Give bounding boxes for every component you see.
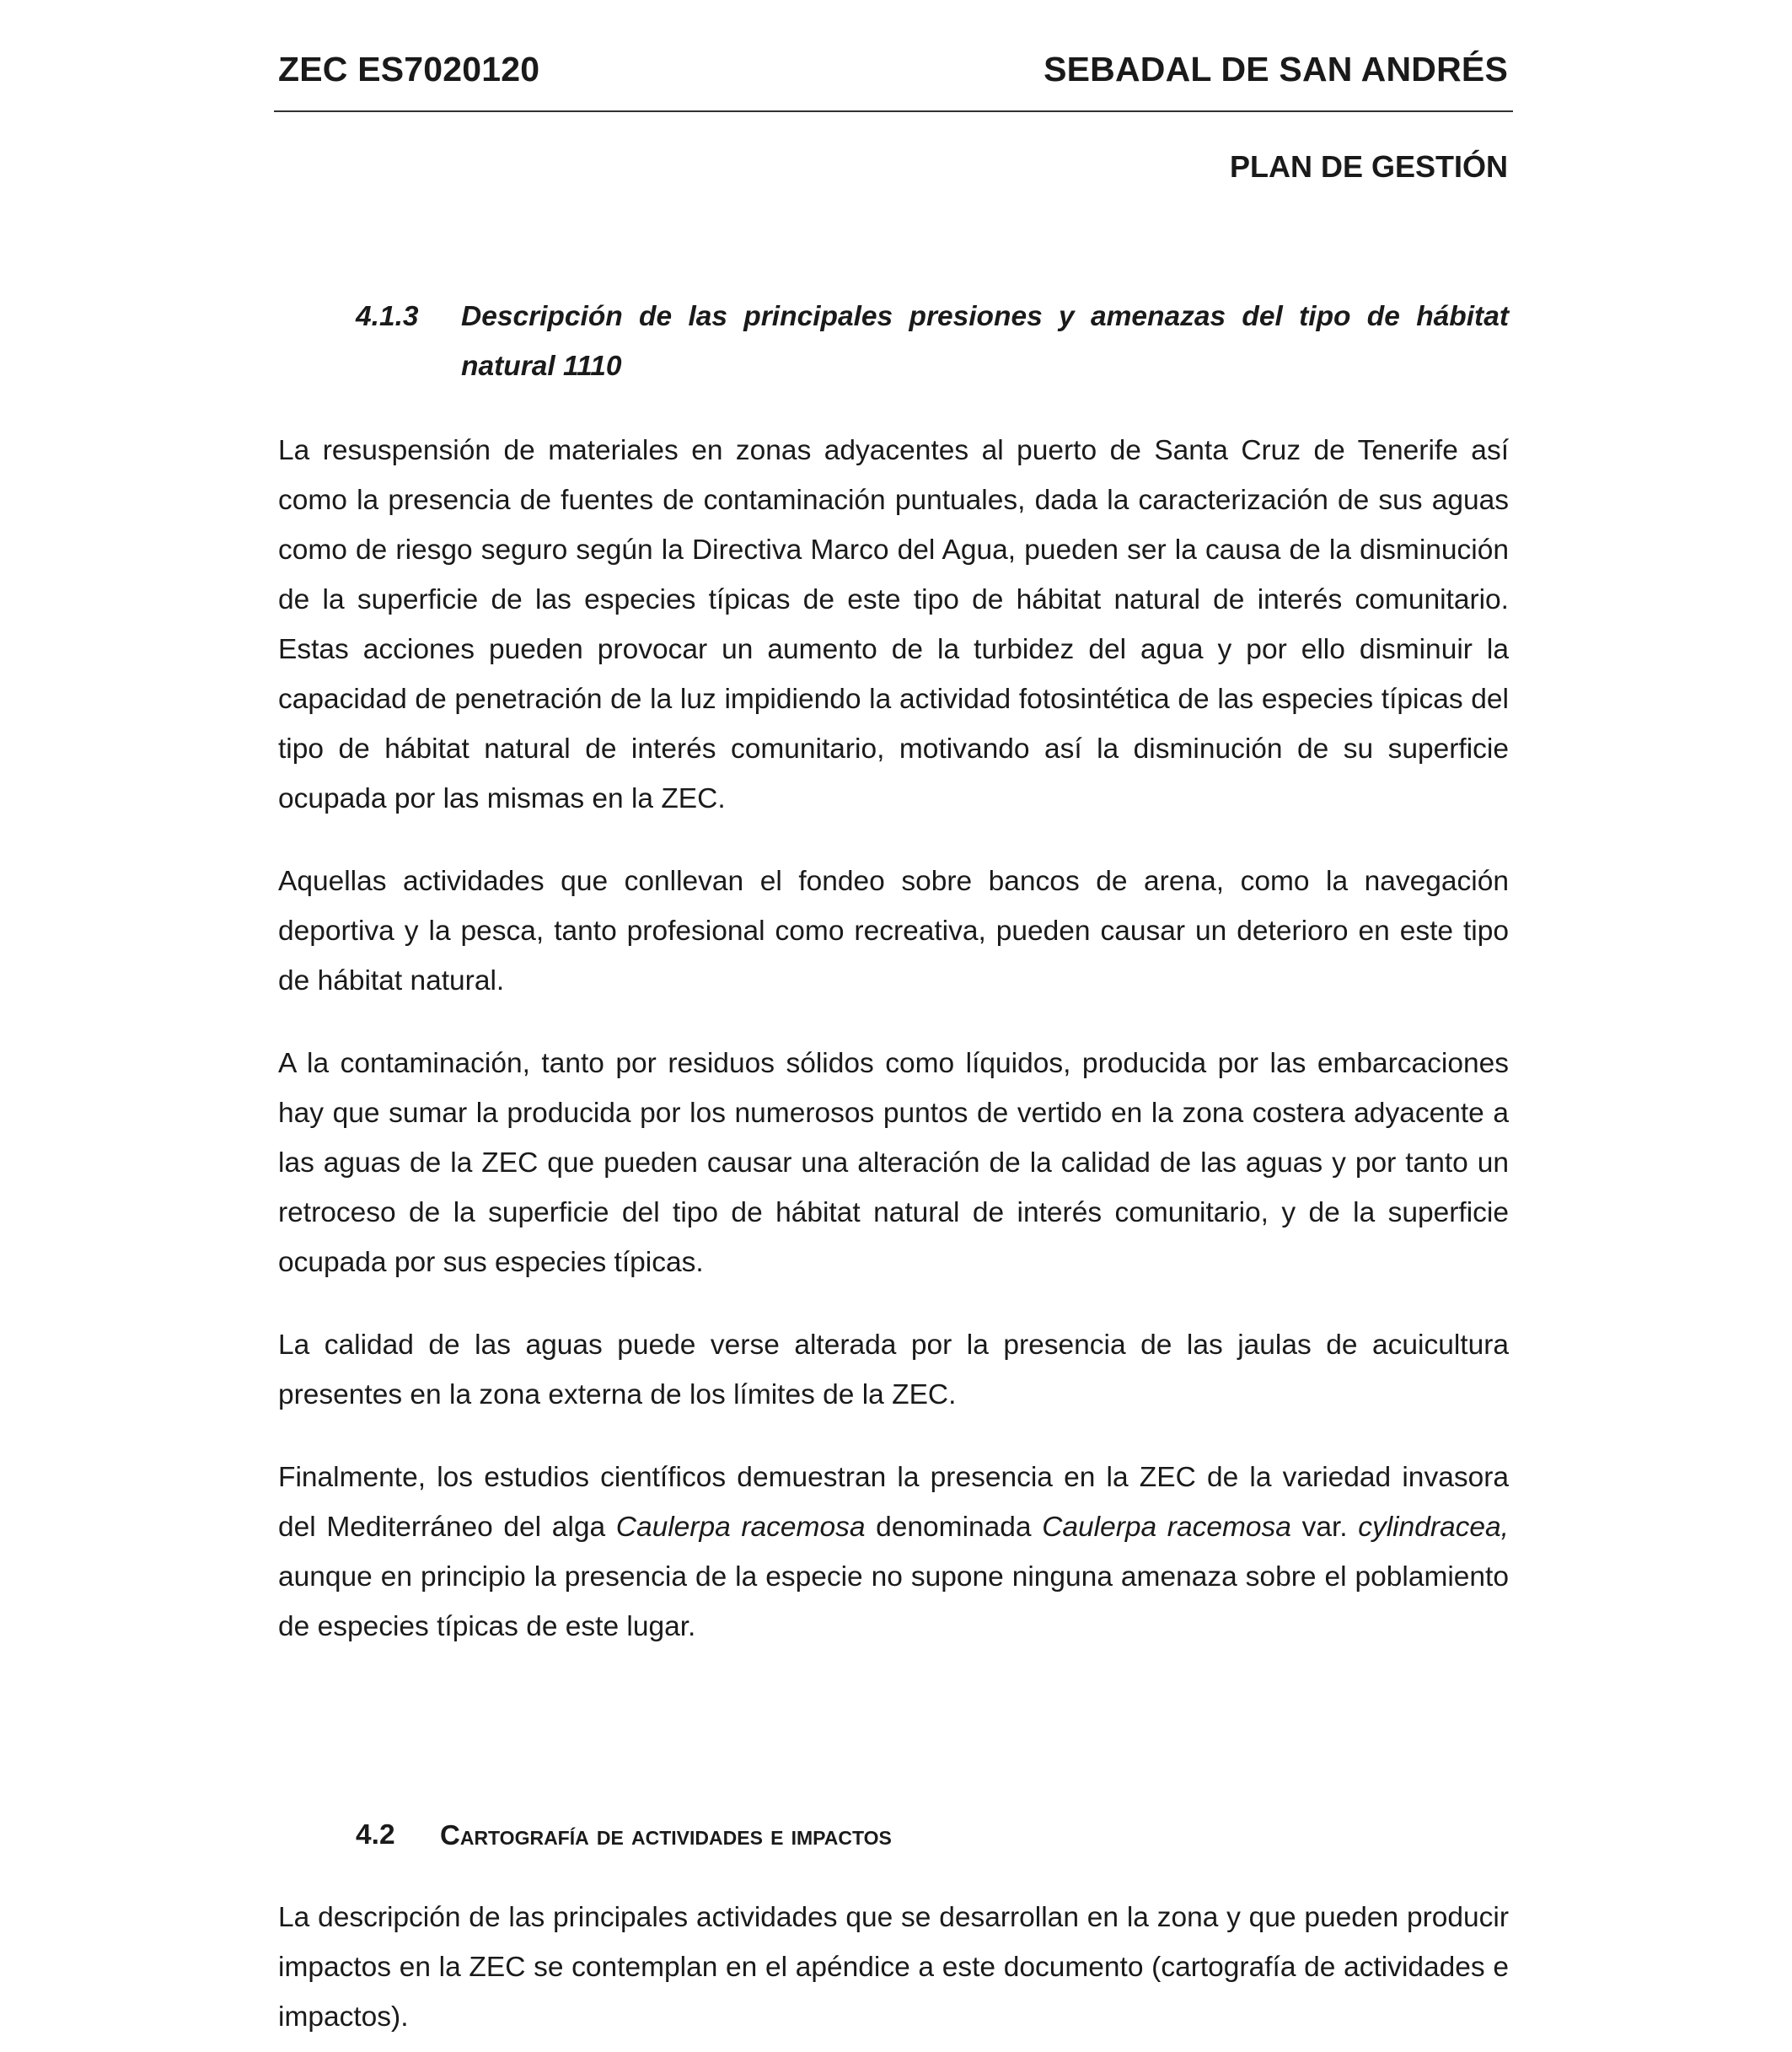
section-heading [356,1812,892,1860]
p5-text-c: denominada [865,1512,1043,1543]
header-zec-code: ZEC ES7020120 [278,50,540,89]
species-name: Caulerpa racemosa [1042,1512,1291,1543]
subsection-number: 4.1.3 [356,301,419,332]
document-type-label: PLAN DE GESTIÓN [1229,149,1508,184]
species-name: Caulerpa racemosa [615,1512,866,1543]
subsection-heading [356,292,1509,391]
body-text [278,426,1509,1684]
p5-text-a: Finalmente, los estudios científicos demuestran la presencia en la ZEC de la variedad invasora del Mediterráneo del alga [278,1462,1509,1543]
paragraph-4: La calidad de las aguas puede verse alterada por la presencia de las jaulas de acuicultura presentes en la zona externa de los límites de la ZEC. [278,1330,1509,1410]
paragraph-1: La resuspensión de materiales en zonas adyacentes al puerto de Santa Cruz de Tenerife así como la presencia de fuentes de contaminación puntuales, dada la caracterización de sus aguas como de riesgo seguro según la Directiva Marco del Agua, pueden ser la causa de la disminución de la superficie de las especies típicas de este tipo de hábitat natural de interés comunitario. Estas acciones pueden provocar un aumento de la turbidez del agua y por ello disminuir la capacidad de penetración de la luz impidiendo la actividad fotosintética de las especies típicas del tipo de hábitat natural de interés comunitario, motivando así la disminución de su superficie ocupada por las mismas en la ZEC. [278,435,1509,814]
header-site-name: SEBADAL DE SAN ANDRÉS [1044,50,1508,89]
header-divider [274,110,1513,112]
section-title: Cartografía de actividades e impactos [440,1819,892,1851]
paragraph-3: A la contaminación, tanto por residuos sólidos como líquidos, producida por las embarcaciones hay que sumar la producida por los numerosos puntos de vertido en la zona costera adyacente a las aguas de la ZEC que pueden causar una alteración de la calidad de las aguas y por tanto un retroceso de la superficie del tipo de hábitat natural de interés comunitario, y de la superficie ocupada por sus especies típicas. [278,1048,1509,1278]
section-number: 4.2 [356,1819,395,1851]
p5-text-g: aunque en principio la presencia de la especie no supone ninguna amenaza sobre el poblamiento de especies típicas de este lugar. [278,1561,1509,1642]
subsection-title: Descripción de las principales presiones y amenazas del tipo de hábitat natural 1110 [461,301,1509,382]
paragraph-final: La descripción de las principales actividades que se desarrollan en la zona y que pueden producir impactos en la ZEC se contemplan en el apéndice a este documento (cartografía de actividades e impactos). [278,1902,1509,2033]
paragraph-2: Aquellas actividades que conllevan el fondeo sobre bancos de arena, como la navegación deportiva y la pesca, tanto profesional como recreativa, pueden causar un deterioro en este tipo de hábitat natural. [278,866,1509,996]
paragraph-5 [278,1453,1509,1652]
p5-text-e: var. [1290,1512,1359,1543]
variety-name: cylindracea, [1358,1512,1509,1543]
